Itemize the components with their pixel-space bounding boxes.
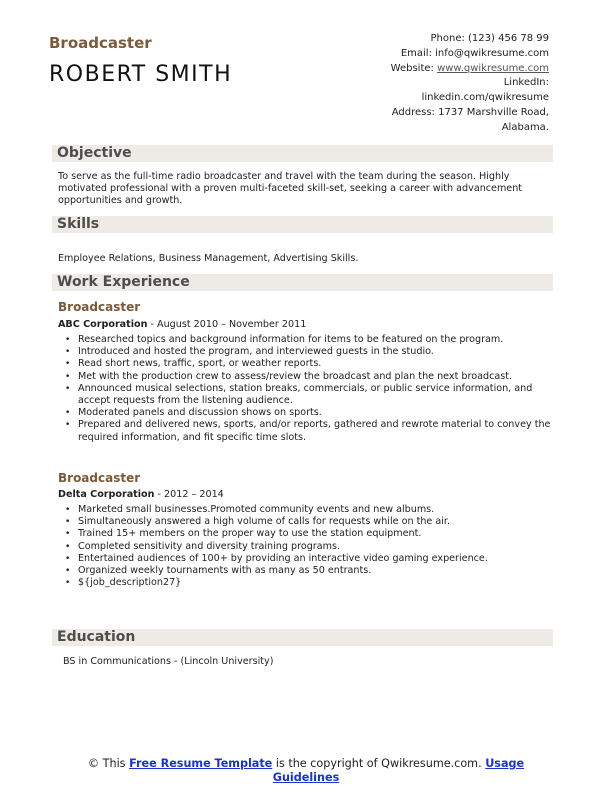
job-2-bullet-text: Marketed small businesses.Promoted community events and new albums. bbox=[78, 504, 435, 515]
contact-linkedin: linkedin.com/qwikresume bbox=[421, 92, 549, 104]
list-item bbox=[62, 528, 557, 540]
objective-text: To serve as the full-time radio broadcaster and travel with the team during the season. Highly motivated professional with a proven multi-faceted skill-set, seeking a career with advancement opportunities and growth. bbox=[58, 171, 523, 206]
contact-phone: Phone: (123) 456 78 99 bbox=[430, 33, 549, 44]
contact-website bbox=[309, 62, 549, 77]
bullet-icon: • bbox=[65, 335, 71, 345]
skills-text: Employee Relations, Business Management, Advertising Skills. bbox=[58, 253, 359, 264]
contact-address: Address: 1737 Marshville Road, bbox=[391, 106, 549, 118]
contact-linkedin-label: LinkedIn: bbox=[503, 77, 549, 89]
section-title-education: Education bbox=[57, 629, 136, 645]
job-1-bullet-text: Moderated panels and discussion shows on sports. bbox=[78, 407, 322, 419]
bullet-icon: • bbox=[65, 541, 71, 552]
job-2-bullet-text: Trained 15+ members on the proper way to use the station equipment. bbox=[78, 528, 422, 540]
job-1-bullets bbox=[62, 334, 557, 444]
list-item bbox=[62, 383, 557, 407]
job-1-company-line bbox=[58, 319, 306, 330]
job-2-bullet-text: Entertained audiences of 100+ by providing an interactive video gaming experience. bbox=[78, 552, 488, 564]
copyright-footer bbox=[0, 757, 612, 785]
bullet-icon: • bbox=[65, 529, 71, 540]
job-1-title: Broadcaster bbox=[58, 300, 141, 314]
job-2-bullet-text: Simultaneously answered a high volume of calls for requests while on the air. bbox=[78, 516, 451, 528]
section-title-skills: Skills bbox=[57, 216, 100, 232]
section-header-work-experience bbox=[52, 274, 553, 291]
bullet-icon: • bbox=[65, 408, 71, 419]
list-item bbox=[62, 577, 557, 589]
bullet-icon: • bbox=[65, 359, 71, 370]
list-item bbox=[62, 334, 557, 346]
usage-guidelines-link[interactable]: Usage bbox=[485, 757, 525, 770]
candidate-name: ROBERT SMITH bbox=[49, 62, 233, 87]
job-1-company: ABC Corporation bbox=[58, 319, 148, 330]
bullet-icon: • bbox=[65, 505, 71, 515]
list-item bbox=[62, 541, 557, 553]
bullet-icon: • bbox=[65, 371, 71, 382]
website-label: Website: bbox=[390, 62, 438, 74]
job-2-bullets bbox=[62, 504, 557, 589]
bullet-icon: • bbox=[65, 553, 71, 564]
free-resume-template-link[interactable]: Free Resume Template bbox=[129, 757, 273, 770]
contact-block bbox=[309, 32, 549, 136]
job-1-dates: - August 2010 – November 2011 bbox=[147, 319, 307, 330]
job-1-bullet-text: Introduced and hosted the program, and interviewed guests in the studio. bbox=[78, 346, 434, 358]
job-1-bullet-text: Read short news, traffic, sport, or weather reports. bbox=[78, 358, 322, 370]
job-2-dates: - 2012 – 2014 bbox=[154, 489, 224, 500]
job-1-bullet-text: Researched topics and background information for items to be featured on the program. bbox=[78, 334, 504, 345]
job-2-company: Delta Corporation bbox=[58, 489, 155, 500]
header-job-title: Broadcaster bbox=[49, 34, 152, 52]
list-item bbox=[62, 358, 557, 370]
bullet-icon: • bbox=[65, 420, 71, 431]
bullet-icon: • bbox=[65, 566, 71, 577]
usage-guidelines-link-continued[interactable]: Guidelines bbox=[272, 771, 340, 784]
job-2-company-line bbox=[58, 489, 224, 500]
job-2-bullet-text: Completed sensitivity and diversity training programs. bbox=[78, 540, 341, 552]
contact-email: Email: info@qwikresume.com bbox=[400, 47, 549, 59]
job-1-bullet-text: Prepared and delivered news, sports, and/or reports, gathered and rewrote material to convey the required information, and fit specific time slots. bbox=[78, 419, 551, 443]
list-item bbox=[62, 407, 557, 419]
section-header-objective bbox=[52, 145, 553, 162]
job-2-bullet-text: ${job_description27} bbox=[78, 577, 182, 589]
section-title-objective: Objective bbox=[57, 145, 132, 161]
list-item bbox=[62, 419, 557, 443]
section-header-skills bbox=[52, 216, 553, 233]
footer-prefix: © This bbox=[87, 757, 130, 770]
job-1-bullet-text: Announced musical selections, station breaks, commercials, or public service information, and accept requests from the listening audience. bbox=[78, 382, 533, 407]
job-2-bullet-text: Organized weekly tournaments with as many as 50 entrants. bbox=[78, 565, 372, 577]
website-link[interactable]: www.qwikresume.com bbox=[437, 62, 549, 74]
job-2-title: Broadcaster bbox=[58, 471, 141, 485]
list-item bbox=[62, 504, 557, 516]
footer-middle: is the copyright of Qwikresume.com. bbox=[272, 757, 486, 770]
list-item bbox=[62, 565, 557, 577]
list-item bbox=[62, 516, 557, 528]
job-1-bullet-text: Met with the production crew to assess/review the broadcast and plan the next broadcast. bbox=[78, 370, 513, 382]
education-text: BS in Communications - (Lincoln University) bbox=[63, 656, 274, 667]
contact-address-state: Alabama. bbox=[501, 121, 549, 133]
section-title-work-experience: Work Experience bbox=[57, 274, 190, 290]
list-item bbox=[62, 371, 557, 383]
bullet-icon: • bbox=[65, 578, 71, 589]
bullet-icon: • bbox=[65, 517, 71, 528]
bullet-icon: • bbox=[65, 347, 71, 358]
bullet-icon: • bbox=[65, 383, 71, 394]
list-item bbox=[62, 553, 557, 565]
section-header-education bbox=[52, 629, 553, 646]
list-item bbox=[62, 346, 557, 358]
